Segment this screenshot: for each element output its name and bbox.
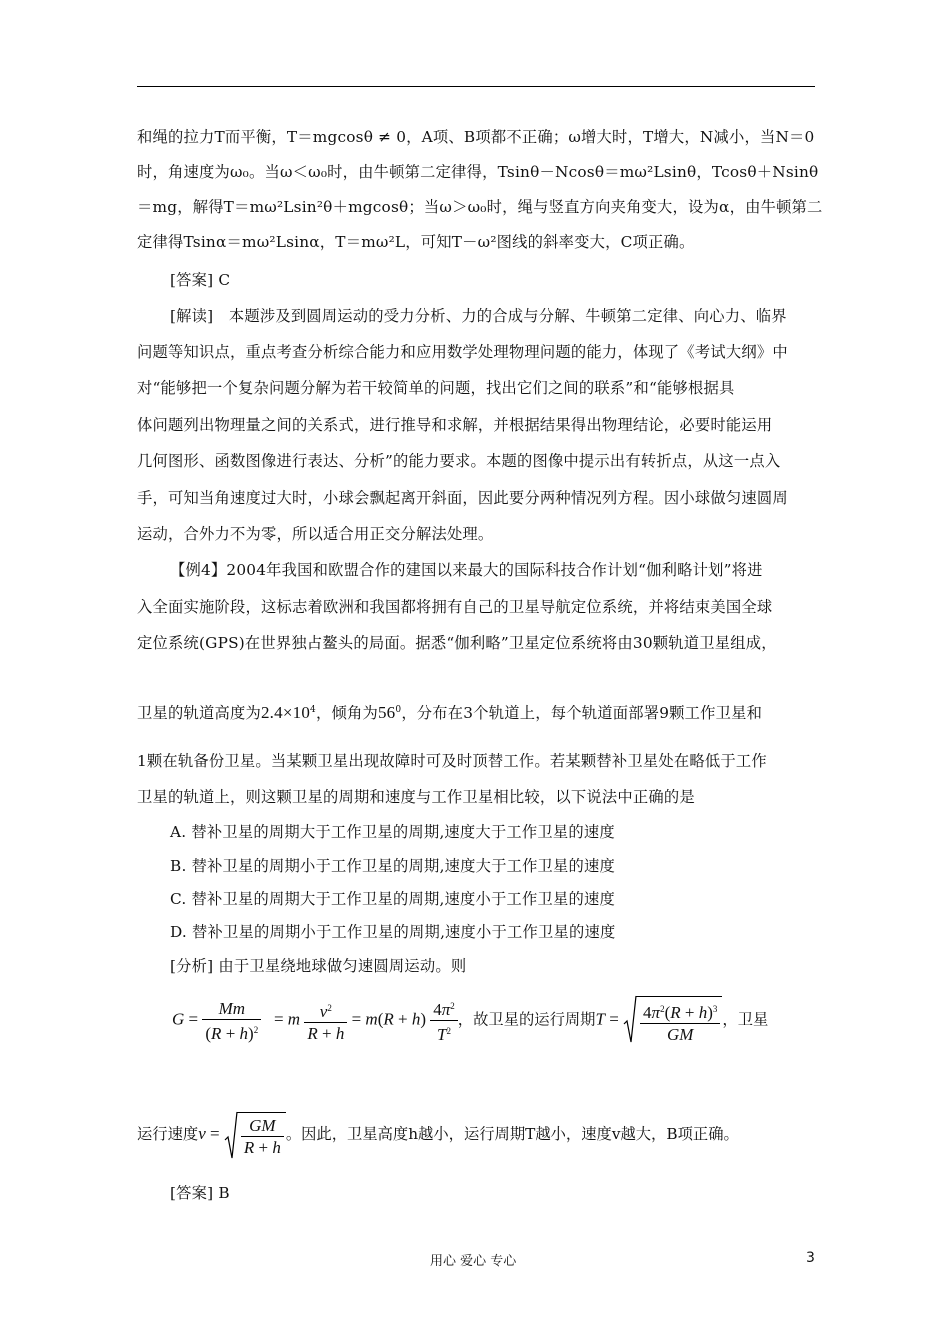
- text-line: 定位系统(GPS)在世界独占鳌头的局面。据悉“伽利略”卫星定位系统将由30颗轨道卫星组成，: [137, 634, 777, 652]
- text-line: 定律得Tsinα＝mω²Lsinα，T＝mω²L，可知T－ω²图线的斜率变大，C项正确。: [137, 233, 695, 251]
- text-line: 时，角速度为ω₀。当ω＜ω₀时，由牛顿第二定律得，Tsinθ－Ncosθ＝mω²Lsinθ，Tcosθ＋Nsinθ: [137, 163, 819, 181]
- text-line: 手，可知当角速度过大时，小球会飘起离开斜面，因此要分两种情况列方程。因小球做匀速圆周: [137, 489, 788, 507]
- page-number: 3: [806, 1250, 815, 1266]
- footer-slogan: 用心 爱心 专心: [430, 1254, 517, 1269]
- header-rule: [137, 86, 815, 87]
- text-line: 问题等知识点，重点考查分析综合能力和应用数学处理物理问题的能力，体现了《考试大纲》中: [137, 343, 788, 361]
- text-line-with-math: 卫星的轨道高度为$2.4\times 10^4$，倾角为$56^0$，分布在3个轨道上，每个轨道面部署9颗工作卫星和: [137, 703, 763, 722]
- text-line: 和绳的拉力T而平衡，T＝mgcosθ ≠ 0，A项、B项都不正确；ω增大时，T增大，N减小，当N＝0: [137, 128, 815, 146]
- text-line: 卫星的轨道上，则这颗卫星的周期和速度与工作卫星相比较，以下说法中正确的是: [137, 788, 695, 806]
- text-line: ＝mg，解得T＝mω²Lsin²θ＋mgcosθ；当ω＞ω₀时，绳与竖直方向夹角变大，设为α，由牛顿第二: [137, 198, 823, 216]
- text-line: 1颗在轨备份卫星。当某颗卫星出现故障时可及时顶替工作。若某颗替补卫星处在略低于工作: [137, 752, 767, 770]
- analysis-line: [分析] 由于卫星绕地球做匀速圆周运动。则: [170, 957, 467, 975]
- option-c: C. 替补卫星的周期大于工作卫星的周期‚速度小于工作卫星的速度: [170, 890, 615, 908]
- equation-gravity: G = $\frac{Mm}{(R + h)^2}$ = m $\frac{v^2}{R + h}$ = m(R + h) $\frac{4\pi^2}{T^2}$ ，故卫星的运行周期T = $\frac{4\pi^2(R + h)^3}{GM}$ ，卫星: [172, 996, 768, 1045]
- option-a: A. 替补卫星的周期大于工作卫星的周期‚速度大于工作卫星的速度: [170, 823, 615, 841]
- text-line: 体问题列出物理量之间的关系式，进行推导和求解，并根据结果得出物理结论，必要时能运用: [137, 416, 773, 434]
- answer-label: [答案] B: [170, 1184, 230, 1202]
- text-line: [解读] 本题涉及到圆周运动的受力分析、力的合成与分解、牛顿第二定律、向心力、临界: [170, 307, 787, 325]
- sqrt-period: $\frac{4\pi^2(R + h)^3}{GM}$: [623, 996, 722, 1045]
- answer-label: [答案] C: [170, 271, 231, 289]
- equation-velocity: 运行速度v = $\frac{GM}{R + h}$ 。因此，卫星高度h越小，运行周期T越小，速度v越大，B项正确。: [137, 1112, 739, 1158]
- option-b: B. 替补卫星的周期小于工作卫星的周期‚速度大于工作卫星的速度: [170, 857, 616, 875]
- option-d: D. 替补卫星的周期小于工作卫星的周期‚速度小于工作卫星的速度: [170, 923, 616, 941]
- example-heading: 【例4】2004年我国和欧盟合作的建国以来最大的国际科技合作计划“伽利略计划”将进: [170, 561, 763, 579]
- sqrt-velocity: $\frac{GM}{R + h}$: [224, 1112, 286, 1158]
- text-line: 运动，合外力不为零，所以适合用正交分解法处理。: [137, 525, 494, 543]
- text-line: 几何图形、函数图像进行表达、分析”的能力要求。本题的图像中提示出有转折点，从这一点入: [137, 452, 781, 470]
- text-line: 对“能够把一个复杂问题分解为若干较简单的问题，找出它们之间的联系”和“能够根据具: [137, 379, 735, 397]
- text-line: 入全面实施阶段，这标志着欧洲和我国都将拥有自己的卫星导航定位系统，并将结束美国全球: [137, 598, 773, 616]
